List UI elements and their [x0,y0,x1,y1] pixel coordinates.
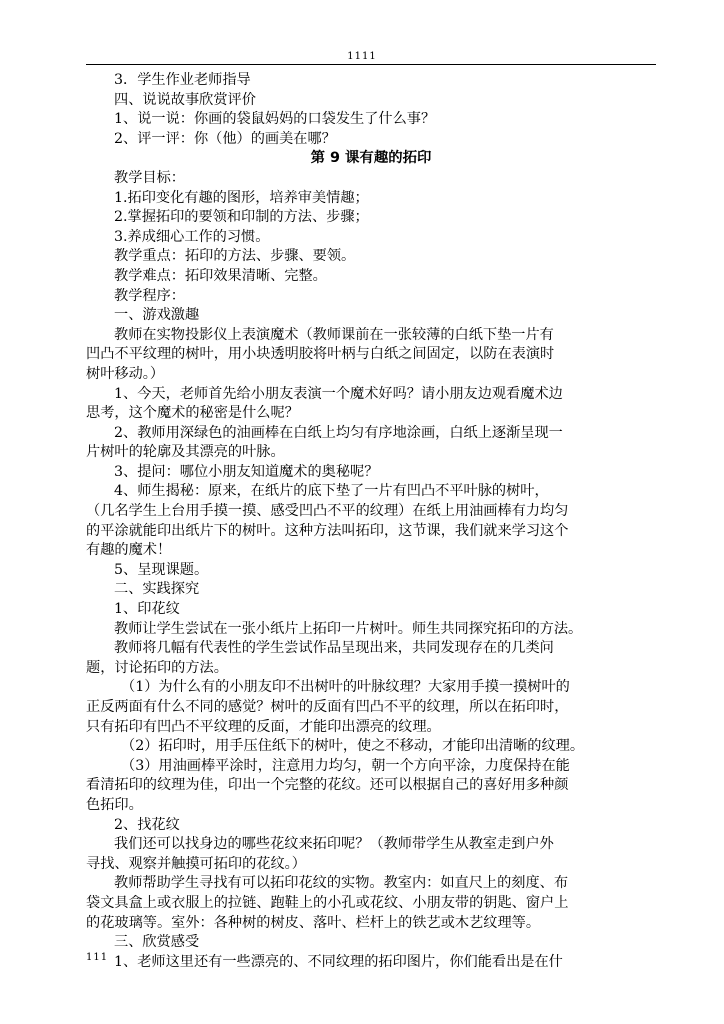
text-line: 教学难点：拓印效果清晰、完整。 [114,267,327,284]
text-line: 4、师生揭秘：原来，在纸片的底下垫了一片有凹凸不平叶脉的树叶， [114,483,549,500]
text-line: 色拓印。 [86,796,143,813]
header-rule [86,64,656,65]
text-line: 只有拓印有凹凸不平纹理的反面，才能印出漂亮的纹理。 [86,718,441,735]
text-line: 教师将几幅有代表性的学生尝试作品呈现出来，共同发现存在的几类问 [114,640,554,657]
text-line: 的花玻璃等。室外：各种树的树皮、落叶、栏杆上的铁艺或木艺纹理等。 [86,914,541,931]
text-line: （1）为什么有的小朋友印不出树叶的叶脉纹理？大家用手摸一摸树叶的 [121,679,570,696]
text-line: 1、老师这里还有一些漂亮的、不同纹理的拓印图片，你们能看出是在什 [114,953,563,970]
text-line: 教师让学生尝试在一张小纸片上拓印一片树叶。师生共同探究拓印的方法。 [114,620,583,637]
text-line: 教学目标： [114,169,185,186]
text-line: 四、说说故事欣赏评价 [114,91,256,108]
text-line: 教师帮助学生寻找有可以拓印花纹的实物。教室内：如直尺上的刻度、布 [114,875,569,892]
text-line: 3、提问：哪位小朋友知道魔术的奥秘呢？ [114,463,379,480]
text-line: 教学程序： [114,287,185,304]
text-line: 有趣的魔术！ [86,542,172,559]
text-line: 的平涂就能印出纸片下的树叶。这种方法叫拓印，这节课，我们就来学习这个 [86,522,569,539]
text-line: 5、呈现课题。 [114,561,209,578]
text-line: 1.拓印变化有趣的图形，培养审美情趣； [114,189,369,206]
text-line: 1、今天，老师首先给小朋友表演一个魔术好吗？请小朋友边观看魔术边 [114,385,563,402]
text-line: 片树叶的轮廓及其漂亮的叶脉。 [86,444,285,461]
text-line: 2、评一评：你（他）的画美在哪？ [114,130,336,147]
text-line: 凹凸不平纹理的树叶，用小块透明胶将叶柄与白纸之间固定，以防在表演时 [86,346,555,363]
document-body [86,71,656,972]
text-line: 树叶移动。） [86,365,165,382]
subsection-heading: 2、找花纹 [114,816,180,833]
text-line: （3）用油画棒平涂时，注意用力均匀，朝一个方向平涂，力度保持在能 [121,757,570,774]
text-line: 2.掌握拓印的要领和印制的方法、步骤； [114,209,369,226]
text-line: 思考，这个魔术的秘密是什么呢？ [86,405,299,422]
lesson-title: 第 9 课有趣的拓印 [310,150,432,167]
section-heading: 三、欣赏感受 [114,934,200,951]
text-line: 2、教师用深绿色的油画棒在白纸上均匀有序地涂画，白纸上逐渐呈现一 [114,424,563,441]
text-line: 我们还可以找身边的哪些花纹来拓印呢？（教师带学生从教室走到户外 [114,836,554,853]
text-line: 寻找、观察并触摸可拓印的花纹。） [86,855,306,872]
footer-page-marker: 111 [86,952,109,963]
section-heading: 一、游戏激趣 [114,307,200,324]
text-line: 题，讨论拓印的方法。 [86,659,228,676]
text-line: （2）拓印时，用手压住纸下的树叶，使之不移动，才能印出清晰的纹理。 [121,738,585,755]
text-line: 教师在实物投影仪上表演魔术（教师课前在一张较薄的白纸下垫一片有 [114,326,554,343]
text-line: 正反两面有什么不同的感觉？树叶的反面有凹凸不平的纹理，所以在拓印时， [86,699,569,715]
text-line: 3．学生作业老师指导 [114,72,251,88]
text-line: 看清拓印的纹理为佳，印出一个完整的花纹。还可以根据自己的喜好用多种颜 [86,777,569,794]
text-line: （几名学生上台用手摸一摸、感受凹凸不平的纹理）在纸上用油画棒有力均匀 [86,503,569,520]
text-line: 1、说一说：你画的袋鼠妈妈的口袋发生了什么事？ [114,111,436,128]
text-line: 袋文具盒上或衣服上的拉链、跑鞋上的小孔或花纹、小朋友带的钥匙、窗户上 [86,894,569,911]
header-page-marker: 1111 [347,51,377,62]
text-line: 3.养成细心工作的习惯。 [114,228,270,245]
subsection-heading: 1、印花纹 [114,601,180,618]
text-line: 教学重点：拓印的方法、步骤、要领。 [114,248,356,265]
section-heading: 二、实践探究 [114,581,200,598]
